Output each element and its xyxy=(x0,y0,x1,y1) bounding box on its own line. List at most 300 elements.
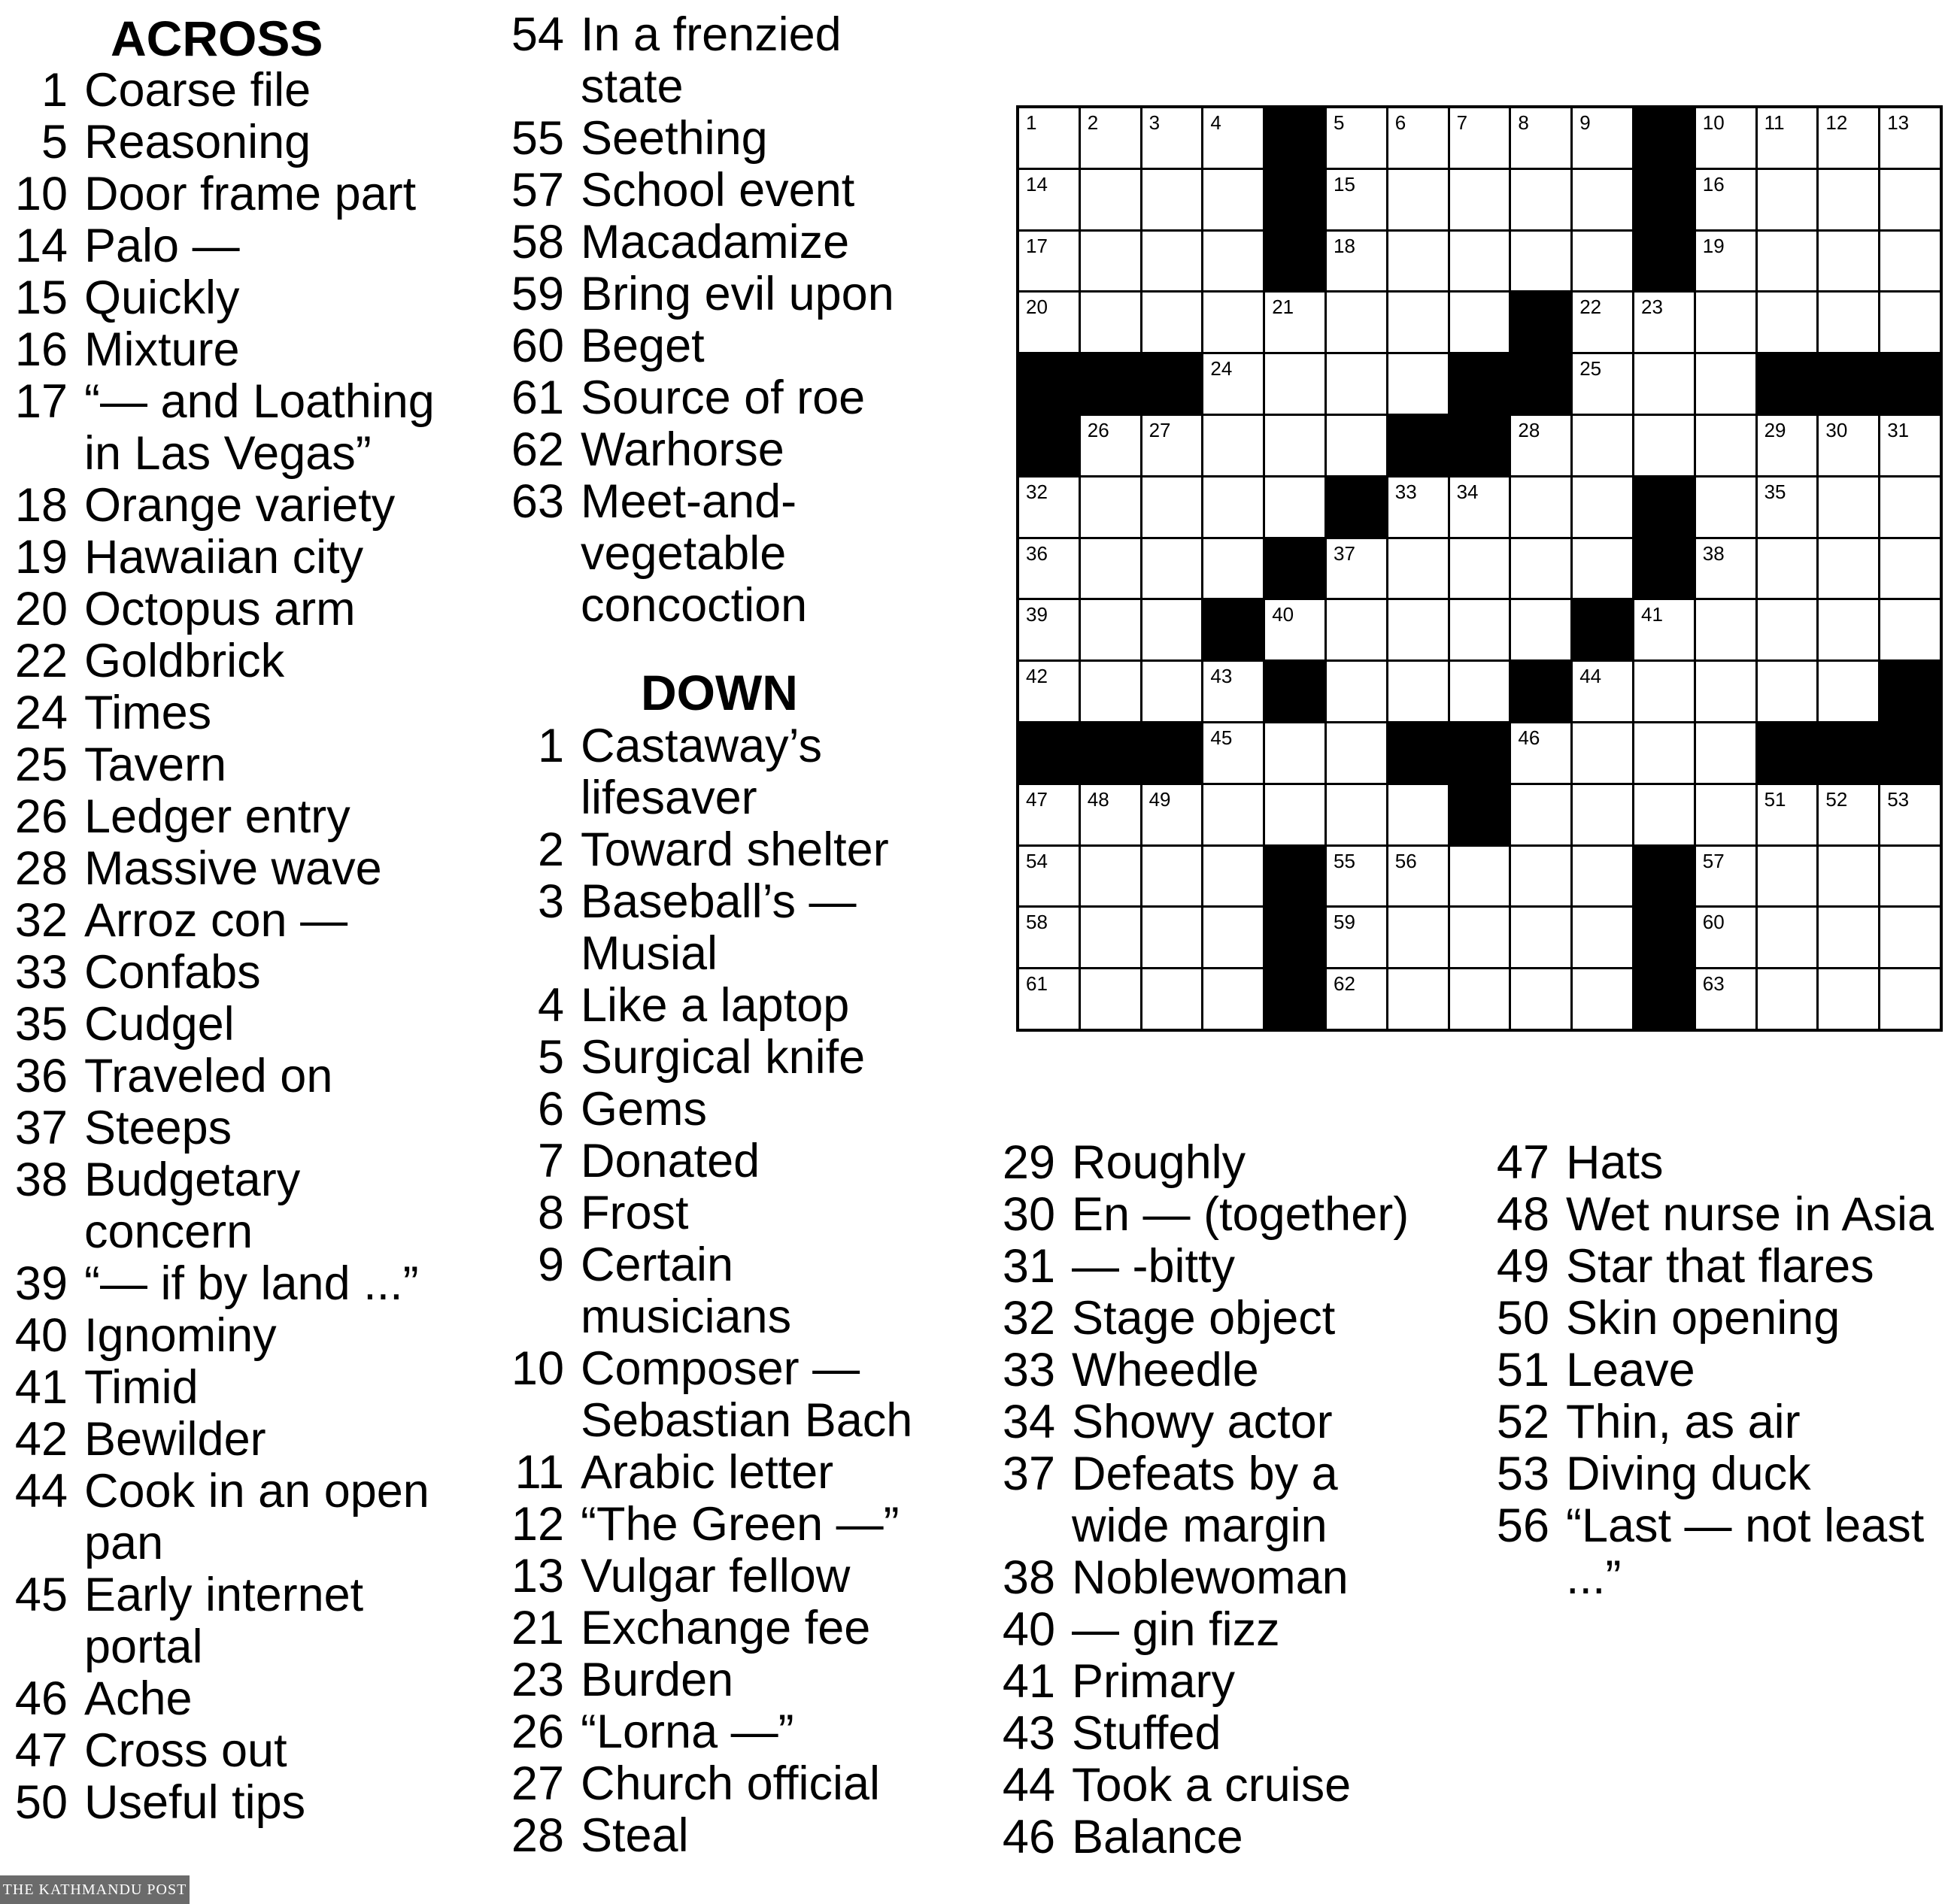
grid-cell[interactable] xyxy=(1634,785,1694,844)
clue-text: Primary xyxy=(1072,1655,1235,1708)
grid-cell[interactable] xyxy=(1880,478,1940,537)
clue-number: 26 xyxy=(511,1705,564,1758)
cell-number: 36 xyxy=(1026,541,1048,565)
grid-cell[interactable] xyxy=(1142,969,1202,1029)
grid-cell[interactable] xyxy=(1758,847,1817,906)
clue-text: Bewilder xyxy=(84,1413,266,1466)
clue-text: Wheedle xyxy=(1072,1344,1259,1396)
clue-text: Burden xyxy=(581,1654,734,1706)
grid-cell[interactable] xyxy=(1880,232,1940,291)
grid-cell[interactable] xyxy=(1573,416,1632,475)
cell-number: 16 xyxy=(1702,172,1725,196)
clue-text: “The Green —” xyxy=(581,1498,900,1551)
clue-number: 5 xyxy=(41,116,68,168)
clue-text: Ignominy xyxy=(84,1309,277,1362)
clue-item xyxy=(1491,1293,1942,1345)
grid-cell[interactable] xyxy=(1696,600,1755,659)
clue-item xyxy=(9,635,460,687)
grid-cell[interactable] xyxy=(1327,170,1386,229)
clue-number: 39 xyxy=(14,1257,68,1310)
grid-cell[interactable] xyxy=(1511,969,1570,1029)
grid-cell[interactable] xyxy=(1634,416,1694,475)
grid-cell[interactable] xyxy=(1696,232,1755,291)
grid-cell[interactable] xyxy=(1511,416,1570,475)
grid-cell[interactable] xyxy=(1081,662,1140,721)
grid-cell[interactable] xyxy=(1265,785,1324,844)
grid-cell[interactable] xyxy=(1450,969,1510,1029)
clue-item xyxy=(997,1448,1448,1552)
grid-cell[interactable] xyxy=(1081,170,1140,229)
clue-text: Tavern xyxy=(84,738,227,791)
grid-cell[interactable] xyxy=(1880,170,1940,229)
clue-text: Octopus arm xyxy=(84,583,356,635)
grid-cell[interactable] xyxy=(1081,539,1140,599)
cell-number: 1 xyxy=(1026,111,1037,134)
clue-text: — -bitty xyxy=(1072,1240,1236,1293)
grid-cell[interactable] xyxy=(1203,293,1263,352)
grid-cell[interactable] xyxy=(1511,847,1570,906)
clue-item xyxy=(997,1189,1448,1241)
grid-cell[interactable] xyxy=(1758,539,1817,599)
grid-cell[interactable] xyxy=(1696,354,1755,414)
cell-number: 27 xyxy=(1148,419,1171,441)
grid-cell[interactable] xyxy=(1573,969,1632,1029)
black-square xyxy=(1081,354,1140,414)
grid-cell[interactable] xyxy=(1573,108,1632,168)
clue-item xyxy=(9,1725,460,1777)
grid-cell[interactable] xyxy=(1880,969,1940,1029)
grid-cell[interactable] xyxy=(1450,170,1510,229)
clue-item xyxy=(9,1569,460,1673)
grid-cell[interactable] xyxy=(1142,232,1202,291)
clue-item xyxy=(505,1654,957,1706)
clue-number: 28 xyxy=(14,842,68,895)
grid-cell[interactable] xyxy=(1880,108,1940,168)
grid-cell[interactable] xyxy=(1327,600,1386,659)
cell-number: 44 xyxy=(1579,665,1602,688)
grid-cell[interactable] xyxy=(1573,293,1632,352)
grid-cell[interactable] xyxy=(1573,723,1632,783)
clue-item xyxy=(9,272,460,324)
grid-cell[interactable] xyxy=(1634,600,1694,659)
grid-cell[interactable] xyxy=(1450,908,1510,967)
clue-text: Reasoning xyxy=(84,116,311,168)
clue-number: 45 xyxy=(14,1569,68,1621)
grid-cell[interactable] xyxy=(1819,847,1878,906)
grid-cell[interactable] xyxy=(1019,847,1079,906)
grid-cell[interactable] xyxy=(1388,847,1448,906)
grid-cell[interactable] xyxy=(1819,170,1878,229)
grid-cell[interactable] xyxy=(1327,539,1386,599)
clue-item xyxy=(505,1447,957,1499)
grid-cell[interactable] xyxy=(1019,600,1079,659)
grid-cell[interactable] xyxy=(1265,293,1324,352)
clue-text: Timid xyxy=(84,1361,199,1414)
grid-cell[interactable] xyxy=(1142,539,1202,599)
clue-number: 8 xyxy=(537,1187,564,1239)
clue-text: Cook in an open pan xyxy=(84,1465,429,1569)
clue-number: 38 xyxy=(1002,1551,1055,1604)
grid-cell[interactable] xyxy=(1142,416,1202,475)
grid-cell[interactable] xyxy=(1634,723,1694,783)
grid-cell[interactable] xyxy=(1573,662,1632,721)
grid-cell[interactable] xyxy=(1081,108,1140,168)
grid-cell[interactable] xyxy=(1696,293,1755,352)
grid-cell[interactable] xyxy=(1450,478,1510,537)
grid-cell[interactable] xyxy=(1019,478,1079,537)
grid-cell[interactable] xyxy=(1819,293,1878,352)
grid-cell[interactable] xyxy=(1573,478,1632,537)
grid-cell[interactable] xyxy=(1081,478,1140,537)
grid-cell[interactable] xyxy=(1634,354,1694,414)
grid-cell[interactable] xyxy=(1388,969,1448,1029)
grid-cell[interactable] xyxy=(1573,539,1632,599)
clue-text: Massive wave xyxy=(84,842,382,895)
clue-item xyxy=(9,739,460,791)
clue-number: 4 xyxy=(537,979,564,1032)
cell-number: 24 xyxy=(1210,357,1233,380)
grid-cell[interactable] xyxy=(1758,416,1817,475)
clue-number: 6 xyxy=(537,1083,564,1135)
grid-cell[interactable] xyxy=(1819,908,1878,967)
grid-cell[interactable] xyxy=(1573,908,1632,967)
grid-cell[interactable] xyxy=(1758,908,1817,967)
grid-cell[interactable] xyxy=(1696,108,1755,168)
clue-item xyxy=(505,824,957,876)
grid-cell[interactable] xyxy=(1203,847,1263,906)
clue-number: 30 xyxy=(1002,1188,1055,1241)
clue-item xyxy=(505,1499,957,1551)
grid-cell[interactable] xyxy=(1573,354,1632,414)
grid-cell[interactable] xyxy=(1819,232,1878,291)
grid-cell[interactable] xyxy=(1758,785,1817,844)
grid-cell[interactable] xyxy=(1511,232,1570,291)
grid-cell[interactable] xyxy=(1573,847,1632,906)
grid-cell[interactable] xyxy=(1511,723,1570,783)
grid-cell[interactable] xyxy=(1388,662,1448,721)
grid-cell[interactable] xyxy=(1142,662,1202,721)
grid-cell[interactable] xyxy=(1450,600,1510,659)
grid-cell[interactable] xyxy=(1203,170,1263,229)
grid-cell[interactable] xyxy=(1081,969,1140,1029)
clue-text: “Last — not least ...” xyxy=(1566,1499,1925,1604)
grid-cell[interactable] xyxy=(1388,785,1448,844)
grid-cell[interactable] xyxy=(1388,600,1448,659)
black-square xyxy=(1081,723,1140,783)
clue-number: 11 xyxy=(514,1446,564,1499)
cell-number: 52 xyxy=(1825,787,1848,811)
clue-text: Frost xyxy=(581,1187,689,1239)
grid-cell[interactable] xyxy=(1327,293,1386,352)
clue-text: Certain musicians xyxy=(581,1239,792,1343)
grid-cell[interactable] xyxy=(1696,785,1755,844)
grid-cell[interactable] xyxy=(1081,785,1140,844)
grid-cell[interactable] xyxy=(1634,293,1694,352)
grid-cell[interactable] xyxy=(1388,170,1448,229)
grid-cell[interactable] xyxy=(1081,847,1140,906)
grid-cell[interactable] xyxy=(1758,232,1817,291)
grid-cell[interactable] xyxy=(1265,600,1324,659)
grid-cell[interactable] xyxy=(1634,662,1694,721)
grid-cell[interactable] xyxy=(1081,416,1140,475)
grid-cell[interactable] xyxy=(1203,478,1263,537)
grid-cell[interactable] xyxy=(1573,785,1632,844)
grid-cell[interactable] xyxy=(1265,354,1324,414)
grid-cell[interactable] xyxy=(1758,170,1817,229)
clue-item xyxy=(9,1154,460,1258)
clue-number: 43 xyxy=(1002,1707,1055,1760)
down-heading: DOWN xyxy=(641,665,798,720)
cell-number: 54 xyxy=(1026,849,1048,872)
grid-cell[interactable] xyxy=(1019,969,1079,1029)
clue-item xyxy=(9,584,460,635)
grid-cell[interactable] xyxy=(1819,969,1878,1029)
cell-number: 17 xyxy=(1026,234,1048,257)
grid-cell[interactable] xyxy=(1758,478,1817,537)
clue-item xyxy=(505,876,957,980)
clue-item xyxy=(9,1777,460,1829)
grid-cell[interactable] xyxy=(1388,908,1448,967)
clue-number: 52 xyxy=(1496,1396,1549,1448)
clue-number: 46 xyxy=(1002,1811,1055,1863)
clue-column-2 xyxy=(505,9,957,1862)
grid-cell[interactable] xyxy=(1388,108,1448,168)
clue-number: 18 xyxy=(14,479,68,532)
grid-cell[interactable] xyxy=(1327,354,1386,414)
grid-cell[interactable] xyxy=(1265,416,1324,475)
cell-number: 29 xyxy=(1764,419,1786,441)
grid-cell[interactable] xyxy=(1758,108,1817,168)
grid-cell[interactable] xyxy=(1758,600,1817,659)
cell-number: 58 xyxy=(1026,911,1048,934)
grid-cell[interactable] xyxy=(1203,416,1263,475)
grid-cell[interactable] xyxy=(1327,108,1386,168)
grid-cell[interactable] xyxy=(1203,108,1263,168)
grid-cell[interactable] xyxy=(1327,847,1386,906)
grid-cell[interactable] xyxy=(1327,723,1386,783)
cell-number: 22 xyxy=(1579,296,1602,319)
grid-cell[interactable] xyxy=(1203,785,1263,844)
cell-number: 18 xyxy=(1334,234,1355,257)
clue-text: Church official xyxy=(581,1757,881,1810)
clue-number: 49 xyxy=(1496,1240,1549,1293)
grid-cell[interactable] xyxy=(1203,969,1263,1029)
grid-cell[interactable] xyxy=(1019,539,1079,599)
grid-cell[interactable] xyxy=(1388,354,1448,414)
clue-item xyxy=(9,687,460,739)
cell-number: 62 xyxy=(1334,972,1355,996)
grid-cell[interactable] xyxy=(1142,785,1202,844)
grid-cell[interactable] xyxy=(1142,600,1202,659)
cell-number: 3 xyxy=(1148,111,1161,134)
grid-cell[interactable] xyxy=(1696,416,1755,475)
black-square xyxy=(1265,108,1324,168)
grid-cell[interactable] xyxy=(1880,847,1940,906)
grid-cell[interactable] xyxy=(1511,170,1570,229)
clue-number: 17 xyxy=(14,375,68,428)
grid-cell[interactable] xyxy=(1696,170,1755,229)
grid-cell[interactable] xyxy=(1696,478,1755,537)
clue-number: 60 xyxy=(511,320,564,372)
grid-cell[interactable] xyxy=(1696,539,1755,599)
grid-cell[interactable] xyxy=(1696,908,1755,967)
grid-cell[interactable] xyxy=(1880,600,1940,659)
clue-text: Skin opening xyxy=(1566,1292,1840,1345)
grid-cell[interactable] xyxy=(1511,908,1570,967)
grid-cell[interactable] xyxy=(1019,170,1079,229)
clue-item xyxy=(997,1656,1448,1708)
cell-number: 40 xyxy=(1272,603,1294,626)
grid-cell[interactable] xyxy=(1019,785,1079,844)
grid-cell[interactable] xyxy=(1573,232,1632,291)
clue-item xyxy=(997,1552,1448,1604)
grid-cell[interactable] xyxy=(1081,232,1140,291)
grid-cell[interactable] xyxy=(1081,908,1140,967)
grid-cell[interactable] xyxy=(1019,232,1079,291)
clue-item xyxy=(9,117,460,168)
black-square xyxy=(1327,478,1386,537)
cell-number: 42 xyxy=(1026,665,1048,688)
clue-item xyxy=(505,268,957,320)
clue-item xyxy=(505,1084,957,1135)
clue-number: 33 xyxy=(14,946,68,999)
grid-cell[interactable] xyxy=(1511,600,1570,659)
grid-cell[interactable] xyxy=(1142,108,1202,168)
grid-cell[interactable] xyxy=(1019,908,1079,967)
grid-cell[interactable] xyxy=(1758,293,1817,352)
clue-number: 42 xyxy=(14,1413,68,1466)
black-square xyxy=(1880,354,1940,414)
cell-number: 55 xyxy=(1334,849,1355,872)
grid-cell[interactable] xyxy=(1142,908,1202,967)
grid-cell[interactable] xyxy=(1511,108,1570,168)
grid-cell[interactable] xyxy=(1696,969,1755,1029)
cell-number: 31 xyxy=(1887,419,1910,441)
black-square xyxy=(1880,662,1940,721)
grid-cell[interactable] xyxy=(1327,969,1386,1029)
black-square xyxy=(1450,723,1510,783)
grid-cell[interactable] xyxy=(1203,354,1263,414)
black-square xyxy=(1019,723,1079,783)
grid-cell[interactable] xyxy=(1388,478,1448,537)
grid-cell[interactable] xyxy=(1203,908,1263,967)
grid-cell[interactable] xyxy=(1142,293,1202,352)
grid-cell[interactable] xyxy=(1880,293,1940,352)
clue-number: 19 xyxy=(14,531,68,584)
grid-cell[interactable] xyxy=(1696,847,1755,906)
grid-cell[interactable] xyxy=(1019,662,1079,721)
clue-text: Balance xyxy=(1072,1811,1243,1863)
cell-number: 57 xyxy=(1702,849,1725,872)
grid-cell[interactable] xyxy=(1511,478,1570,537)
grid-cell[interactable] xyxy=(1081,600,1140,659)
grid-cell[interactable] xyxy=(1819,478,1878,537)
grid-cell[interactable] xyxy=(1880,416,1940,475)
grid-cell[interactable] xyxy=(1819,108,1878,168)
black-square xyxy=(1634,539,1694,599)
grid-cell[interactable] xyxy=(1880,539,1940,599)
grid-cell[interactable] xyxy=(1819,416,1878,475)
cell-number: 8 xyxy=(1518,111,1529,134)
clue-text: Steeps xyxy=(84,1102,232,1154)
clue-text: Macadamize xyxy=(581,216,850,268)
grid-cell[interactable] xyxy=(1327,662,1386,721)
grid-cell[interactable] xyxy=(1203,232,1263,291)
grid-cell[interactable] xyxy=(1142,170,1202,229)
grid-cell[interactable] xyxy=(1573,170,1632,229)
grid-cell[interactable] xyxy=(1450,847,1510,906)
grid-cell[interactable] xyxy=(1327,908,1386,967)
grid-cell[interactable] xyxy=(1265,478,1324,537)
grid-cell[interactable] xyxy=(1388,539,1448,599)
grid-cell[interactable] xyxy=(1450,293,1510,352)
grid-cell[interactable] xyxy=(1511,785,1570,844)
clue-text: Steal xyxy=(581,1809,689,1862)
grid-cell[interactable] xyxy=(1758,662,1817,721)
grid-cell[interactable] xyxy=(1880,908,1940,967)
grid-cell[interactable] xyxy=(1450,662,1510,721)
clue-number: 14 xyxy=(14,220,68,272)
grid-cell[interactable] xyxy=(1696,662,1755,721)
grid-cell[interactable] xyxy=(1819,600,1878,659)
grid-cell[interactable] xyxy=(1819,539,1878,599)
clue-text: Arabic letter xyxy=(581,1446,834,1499)
clue-number: 58 xyxy=(511,216,564,268)
grid-cell[interactable] xyxy=(1203,539,1263,599)
grid-cell[interactable] xyxy=(1388,232,1448,291)
cell-number: 26 xyxy=(1087,419,1109,441)
grid-cell[interactable] xyxy=(1388,293,1448,352)
grid-cell[interactable] xyxy=(1880,785,1940,844)
grid-cell[interactable] xyxy=(1265,723,1324,783)
grid-cell[interactable] xyxy=(1450,232,1510,291)
grid-cell[interactable] xyxy=(1758,969,1817,1029)
clue-item xyxy=(9,532,460,584)
clue-number: 23 xyxy=(511,1654,564,1706)
clue-number: 36 xyxy=(14,1050,68,1102)
grid-cell[interactable] xyxy=(1696,723,1755,783)
grid-cell[interactable] xyxy=(1450,108,1510,168)
grid-cell[interactable] xyxy=(1327,785,1386,844)
grid-cell[interactable] xyxy=(1019,108,1079,168)
grid-cell[interactable] xyxy=(1819,785,1878,844)
clue-item xyxy=(9,480,460,532)
clue-text: Hats xyxy=(1566,1136,1664,1189)
grid-cell[interactable] xyxy=(1327,416,1386,475)
clue-text: Ache xyxy=(84,1672,193,1725)
grid-cell[interactable] xyxy=(1142,847,1202,906)
clue-item xyxy=(997,1345,1448,1396)
grid-cell[interactable] xyxy=(1450,539,1510,599)
clue-item xyxy=(505,720,957,824)
clue-item xyxy=(505,1810,957,1862)
clue-text: Coarse file xyxy=(84,64,311,117)
clue-item xyxy=(9,843,460,895)
grid-cell[interactable] xyxy=(1819,662,1878,721)
grid-cell[interactable] xyxy=(1511,539,1570,599)
clue-text: Early internet portal xyxy=(84,1569,364,1673)
grid-cell[interactable] xyxy=(1203,662,1263,721)
black-square xyxy=(1388,416,1448,475)
grid-cell[interactable] xyxy=(1019,293,1079,352)
grid-cell[interactable] xyxy=(1203,723,1263,783)
grid-cell[interactable] xyxy=(1142,478,1202,537)
grid-cell[interactable] xyxy=(1327,232,1386,291)
cell-number: 30 xyxy=(1825,419,1848,441)
clue-text: Palo — xyxy=(84,220,240,272)
cell-number: 45 xyxy=(1210,726,1233,749)
grid-cell[interactable] xyxy=(1081,293,1140,352)
